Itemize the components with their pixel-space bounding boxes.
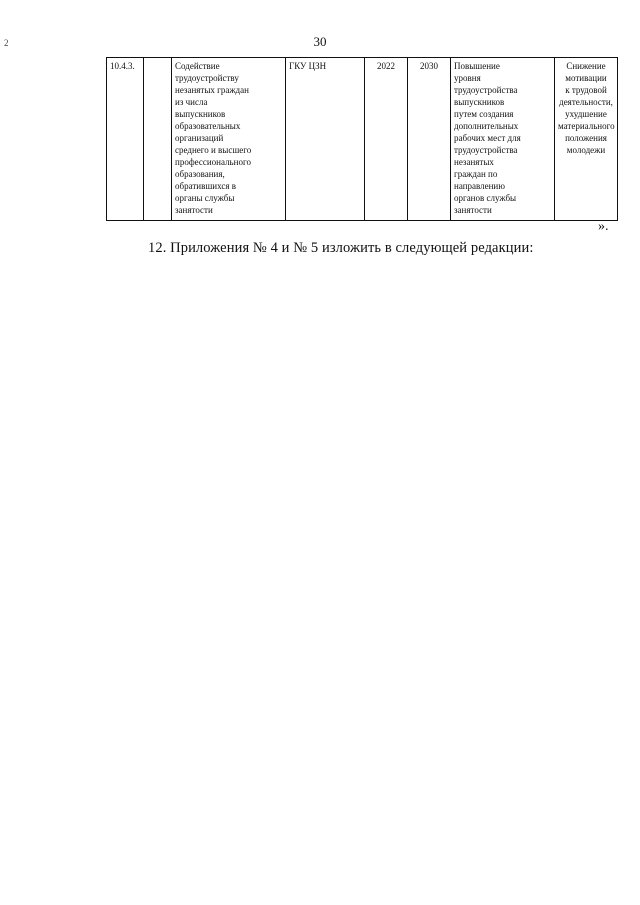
margin-mark: 2 (4, 38, 9, 48)
table-row (107, 58, 618, 221)
start-year-cell: 2022 (365, 58, 408, 221)
end-year-cell: 2030 (408, 58, 451, 221)
expected-result-cell: Повышение уровня трудоустройства выпускников путем создания дополнительных рабочих мест для трудоустройства незанятых граждан по направлению органов службы занятости (451, 58, 555, 221)
row-number-cell: 10.4.3. (107, 58, 144, 221)
consequence-cell: Снижение мотивации к трудовой деятельности, ухудшение материального положения молодежи (555, 58, 618, 221)
empty-cell (144, 58, 172, 221)
program-events-table (106, 57, 618, 221)
closing-quote: ». (598, 219, 609, 234)
event-name-cell: Содействие трудоустройству незанятых граждан из числа выпускников образовательных организаций среднего и высшего профессионального образования, обратившихся в органы службы занятости (172, 58, 286, 221)
page-number: 30 (313, 34, 327, 49)
executor-cell: ГКУ ЦЗН (286, 58, 365, 221)
item-12-heading: 12. Приложения № 4 и № 5 изложить в следующей редакции: (148, 240, 534, 256)
